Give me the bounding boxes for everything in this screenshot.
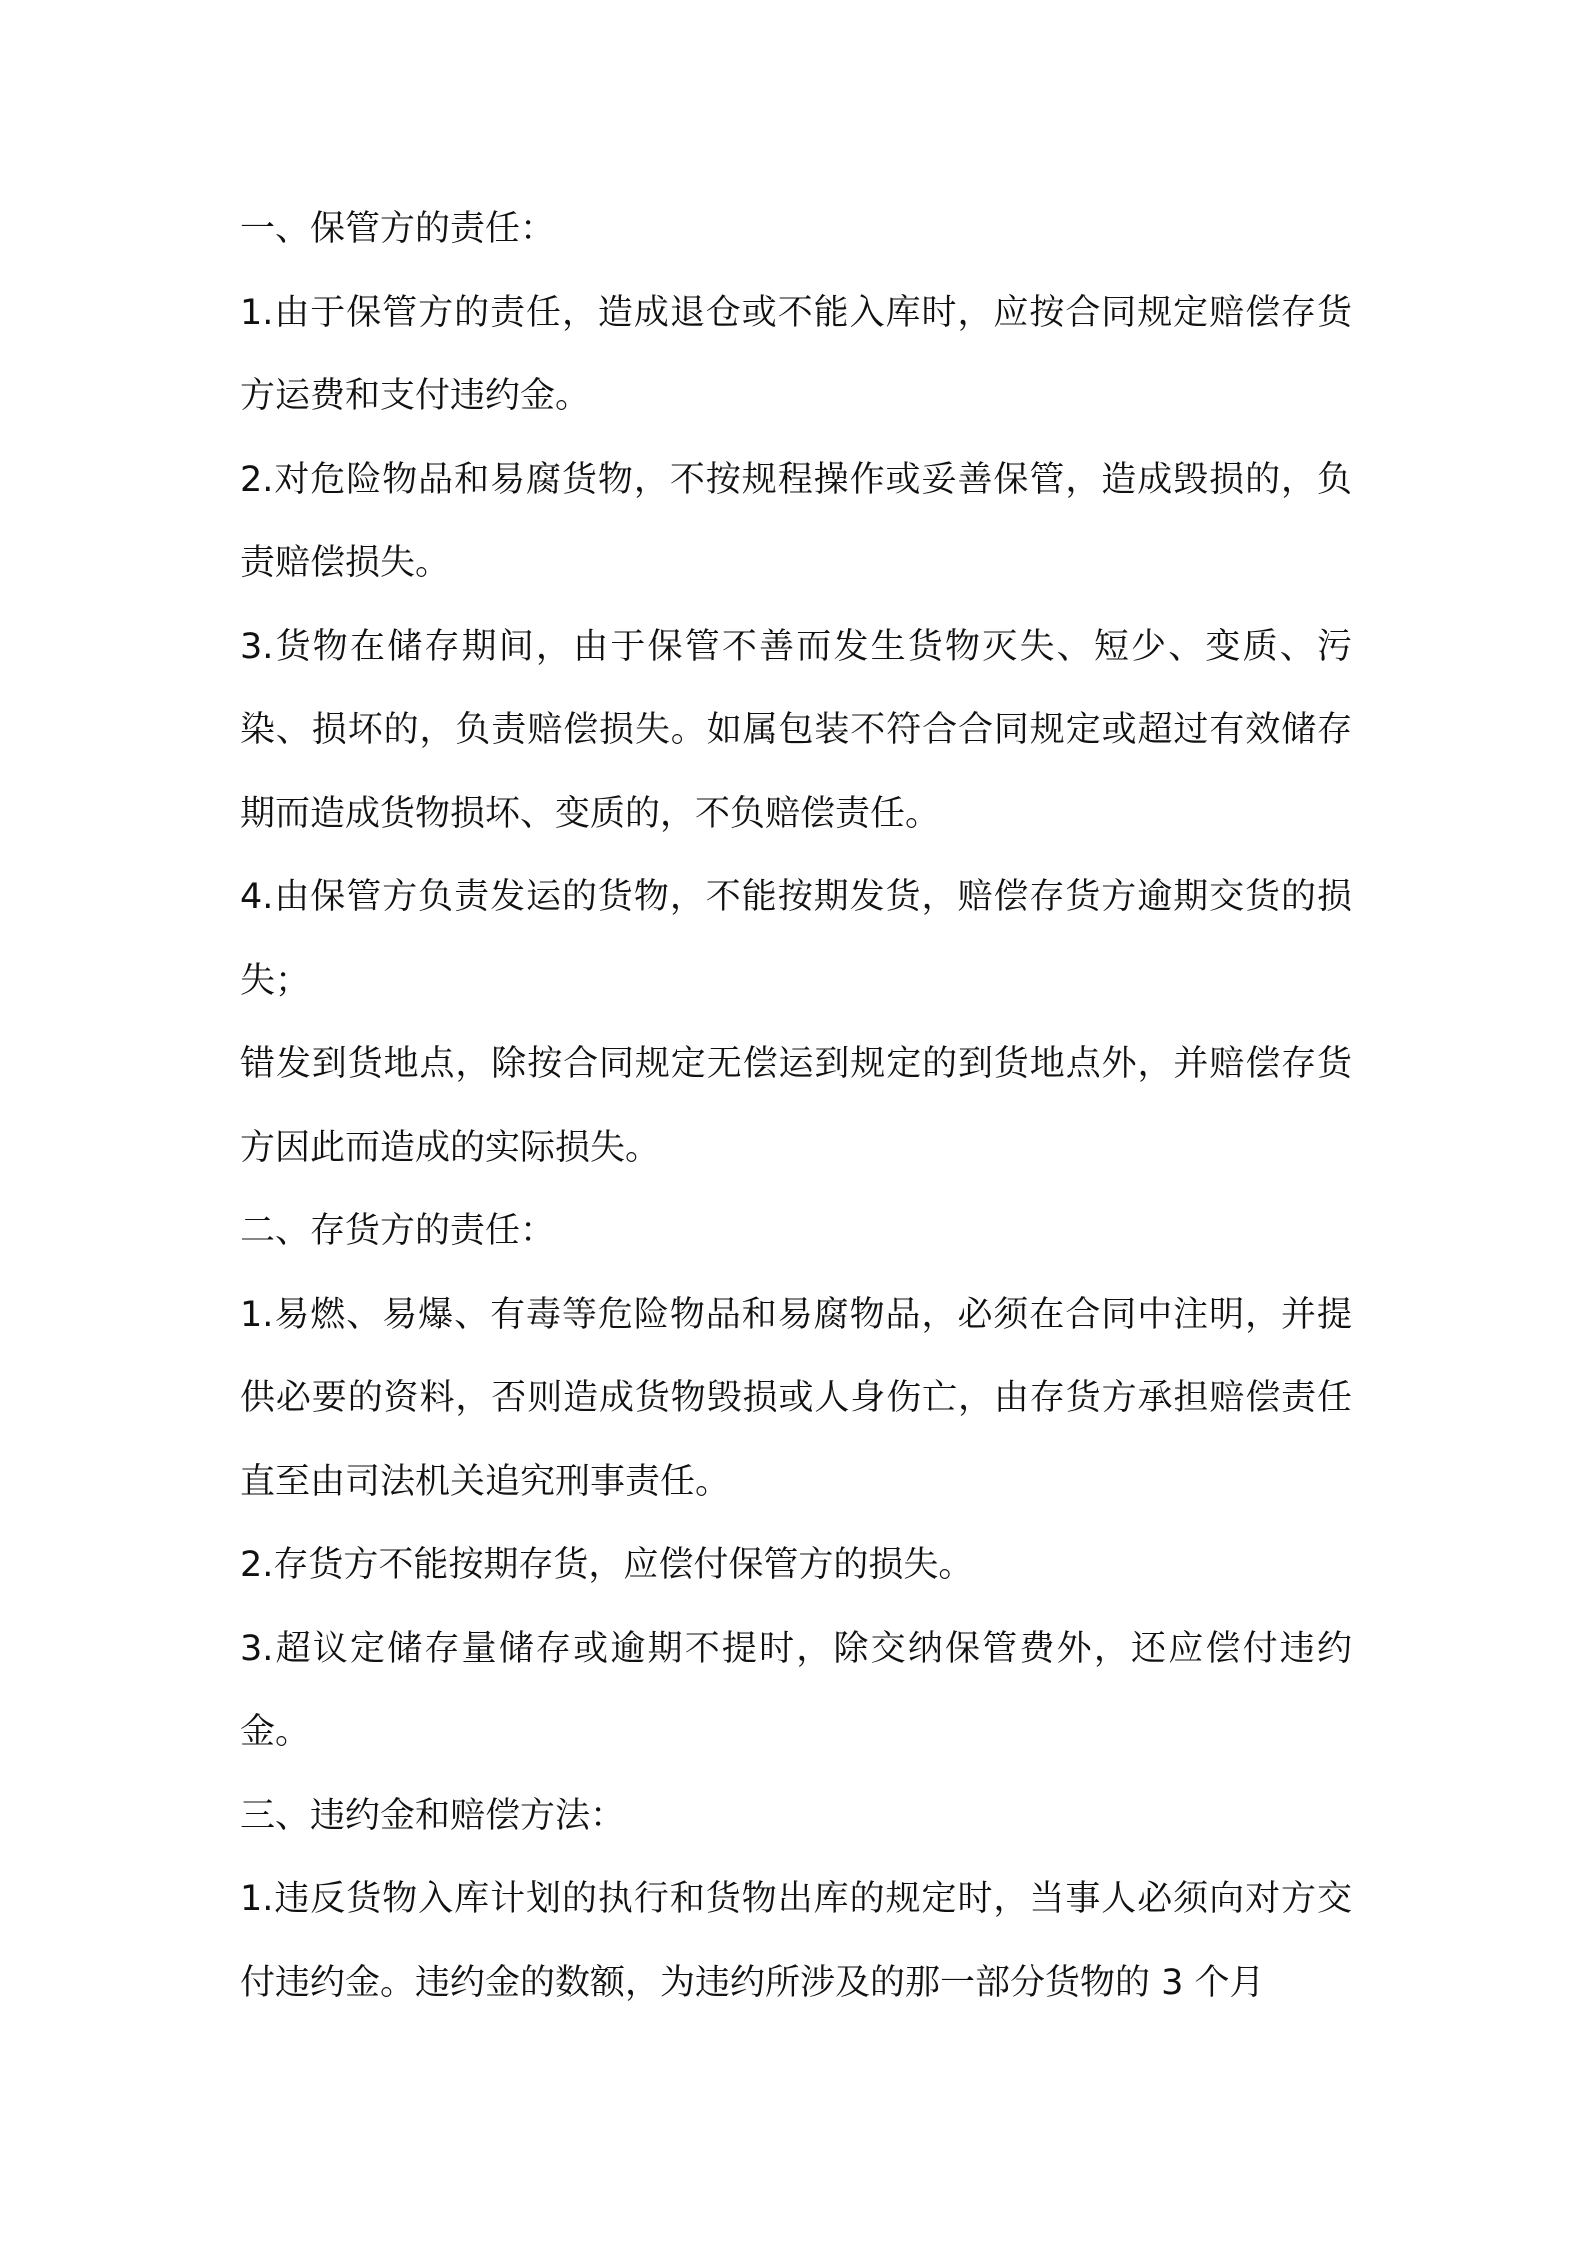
paragraph-1-4: 4.由保管方负责发运的货物，不能按期发货，赔偿存货方逾期交货的损失；	[240, 877, 1352, 1001]
paragraph-1-1: 1.由于保管方的责任，造成退仓或不能入库时，应按合同规定赔偿存货方运费和支付违约金。	[240, 292, 1352, 416]
document-body	[240, 188, 1352, 2025]
section-heading-2: 二、存货方的责任：	[240, 1211, 556, 1251]
paragraph-1-2: 2.对危险物品和易腐货物，不按规程操作或妥善保管，造成毁损的，负责赔偿损失。	[240, 459, 1352, 583]
paragraph-2-2: 2.存货方不能按期存货，应偿付保管方的损失。	[240, 1545, 974, 1585]
paragraph-2-3: 3.超议定储存量储存或逾期不提时，除交纳保管费外，还应偿付违约金。	[240, 1628, 1352, 1752]
paragraph-1-4-continued: 错发到货地点，除按合同规定无偿运到规定的到货地点外，并赔偿存货方因此而造成的实际损失。	[240, 1044, 1352, 1168]
paragraph-3-1: 1.违反货物入库计划的执行和货物出库的规定时，当事人必须向对方交付违约金。违约金的数额，为违约所涉及的那一部分货物的 3 个月	[240, 1879, 1352, 2003]
paragraph-2-1: 1.易燃、易爆、有毒等危险物品和易腐物品，必须在合同中注明，并提供必要的资料，否则造成货物毁损或人身伤亡，由存货方承担赔偿责任直至由司法机关追究刑事责任。	[240, 1294, 1352, 1502]
section-heading-1: 一、保管方的责任：	[240, 209, 556, 249]
paragraph-1-3: 3.货物在储存期间，由于保管不善而发生货物灭失、短少、变质、污染、损坏的，负责赔偿损失。如属包装不符合合同规定或超过有效储存期而造成货物损坏、变质的，不负赔偿责任。	[240, 626, 1352, 834]
section-heading-3: 三、违约金和赔偿方法：	[240, 1795, 626, 1836]
